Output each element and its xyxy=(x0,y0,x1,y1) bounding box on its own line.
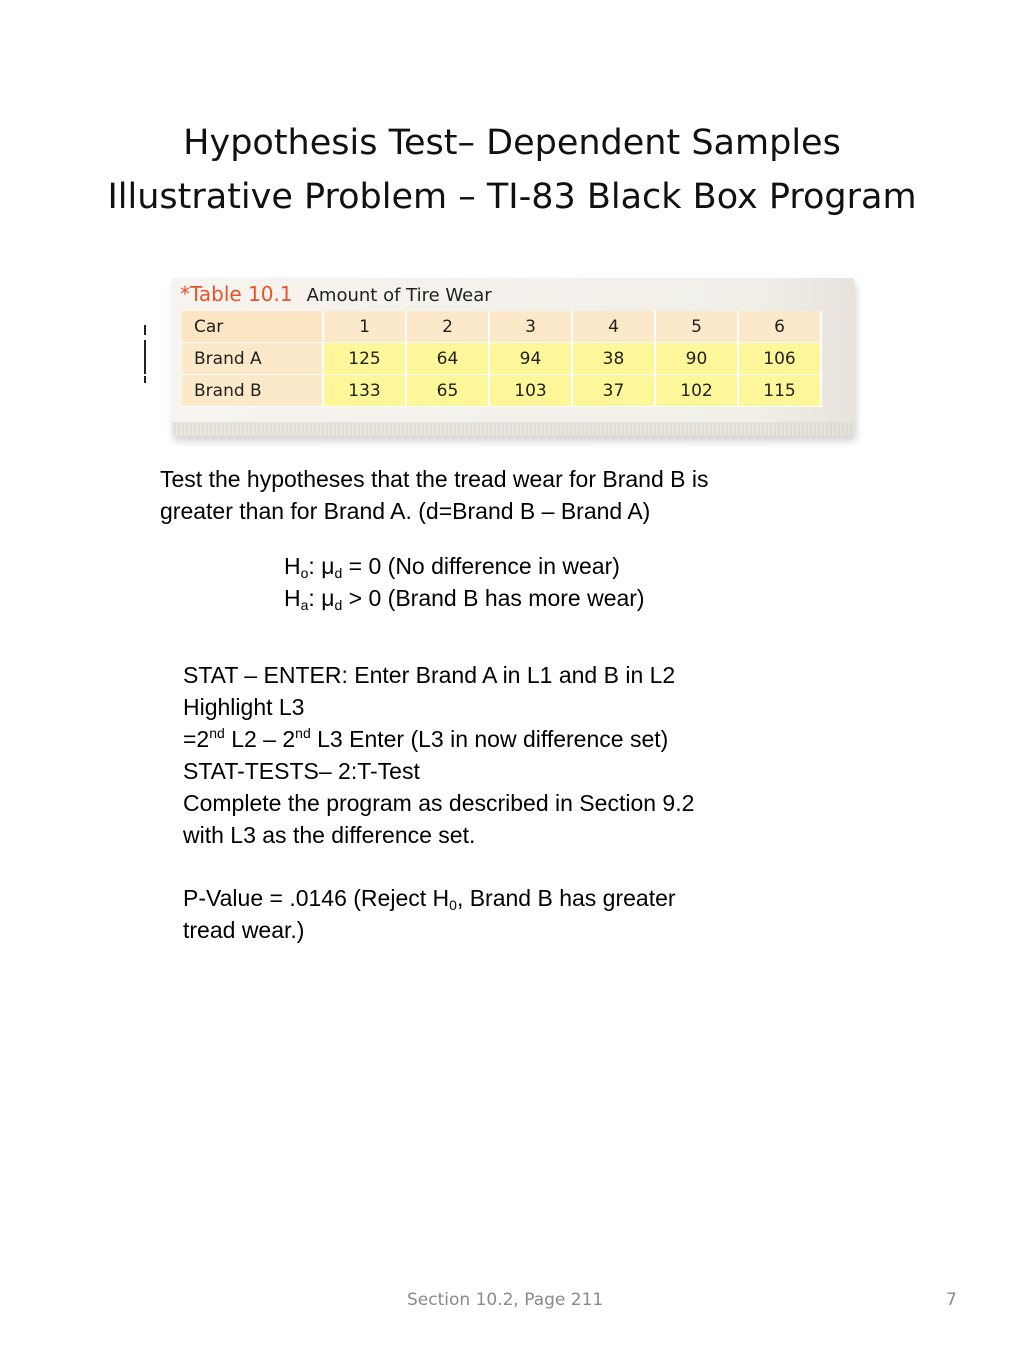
intro-text xyxy=(160,463,708,527)
table-header-cell: 6 xyxy=(738,311,821,343)
table-row-label: Brand B xyxy=(182,375,323,407)
tire-wear-table xyxy=(182,311,822,407)
null-hypothesis xyxy=(284,550,645,582)
hypotheses xyxy=(284,550,645,614)
table-cell: 102 xyxy=(655,375,738,407)
table-heading xyxy=(180,282,492,310)
table-cell: 37 xyxy=(572,375,655,407)
step-text: L2 – 2 xyxy=(224,726,296,752)
slide-title-line-2: Illustrative Problem – TI-83 Black Box Program xyxy=(107,177,917,217)
h-symbol: H xyxy=(284,553,301,579)
table-header-cell: 2 xyxy=(406,311,489,343)
step-text: L3 Enter (L3 in now difference set) xyxy=(310,726,669,752)
result-line-2: tread wear.) xyxy=(183,917,305,943)
table-row-label: Brand A xyxy=(182,343,323,375)
image-edge xyxy=(172,422,854,436)
step-text: =2 xyxy=(183,726,210,752)
result-text xyxy=(183,882,676,946)
step-line: with L3 as the difference set. xyxy=(183,822,476,848)
table-row xyxy=(182,343,821,375)
subscript: a xyxy=(300,597,309,613)
alternative-hypothesis xyxy=(284,582,645,614)
margin-mark xyxy=(144,376,146,383)
table-header-row xyxy=(182,311,821,343)
subscript: o xyxy=(300,565,309,581)
mu-symbol: : μ xyxy=(308,585,335,611)
table-header-cell: 5 xyxy=(655,311,738,343)
intro-line-1: Test the hypotheses that the tread wear for Brand B is xyxy=(160,466,709,492)
table-cell: 90 xyxy=(655,343,738,375)
table-cell: 65 xyxy=(406,375,489,407)
table-cell: 103 xyxy=(489,375,572,407)
intro-line-2: greater than for Brand A. (d=Brand B – Brand A) xyxy=(160,498,651,524)
table-cell: 133 xyxy=(323,375,406,407)
table-header-label: Car xyxy=(182,311,323,343)
table-cell: 125 xyxy=(323,343,406,375)
calculator-steps xyxy=(183,659,694,851)
slide-title-line-1: Hypothesis Test– Dependent Samples xyxy=(183,123,841,163)
page-number: 7 xyxy=(946,1290,957,1310)
step-line: Highlight L3 xyxy=(183,694,305,720)
margin-mark xyxy=(144,340,146,374)
table-cell: 94 xyxy=(489,343,572,375)
step-line xyxy=(183,723,694,755)
step-line: Complete the program as described in Section 9.2 xyxy=(183,790,695,816)
subscript: 0 xyxy=(449,897,457,913)
superscript: nd xyxy=(209,725,225,741)
table-cell: 115 xyxy=(738,375,821,407)
step-line: STAT-TESTS– 2:T-Test xyxy=(183,758,420,784)
result-line-1 xyxy=(183,882,676,914)
mu-symbol: : μ xyxy=(308,553,335,579)
tire-wear-table-image xyxy=(172,278,854,436)
step-line: STAT – ENTER: Enter Brand A in L1 and B in L2 xyxy=(183,662,676,688)
footer-source: Section 10.2, Page 211 xyxy=(407,1290,604,1310)
null-hypothesis-text: = 0 (No difference in wear) xyxy=(342,553,620,579)
table-cell: 64 xyxy=(406,343,489,375)
result-text-part: , Brand B has greater xyxy=(456,885,676,911)
result-text-part: P-Value = .0146 (Reject H xyxy=(183,885,450,911)
superscript: nd xyxy=(295,725,311,741)
subscript: d xyxy=(334,597,343,613)
table-header-cell: 4 xyxy=(572,311,655,343)
table-cell: 106 xyxy=(738,343,821,375)
table-cell: 38 xyxy=(572,343,655,375)
slide-title xyxy=(0,116,1024,224)
subscript: d xyxy=(334,565,343,581)
alternative-hypothesis-text: > 0 (Brand B has more wear) xyxy=(342,585,645,611)
h-symbol: H xyxy=(284,585,301,611)
margin-mark xyxy=(144,325,146,335)
table-header-cell: 3 xyxy=(489,311,572,343)
table-row xyxy=(182,375,821,407)
table-header-cell: 1 xyxy=(323,311,406,343)
table-caption: Amount of Tire Wear xyxy=(306,285,492,306)
table-number: *Table 10.1 xyxy=(180,282,293,306)
